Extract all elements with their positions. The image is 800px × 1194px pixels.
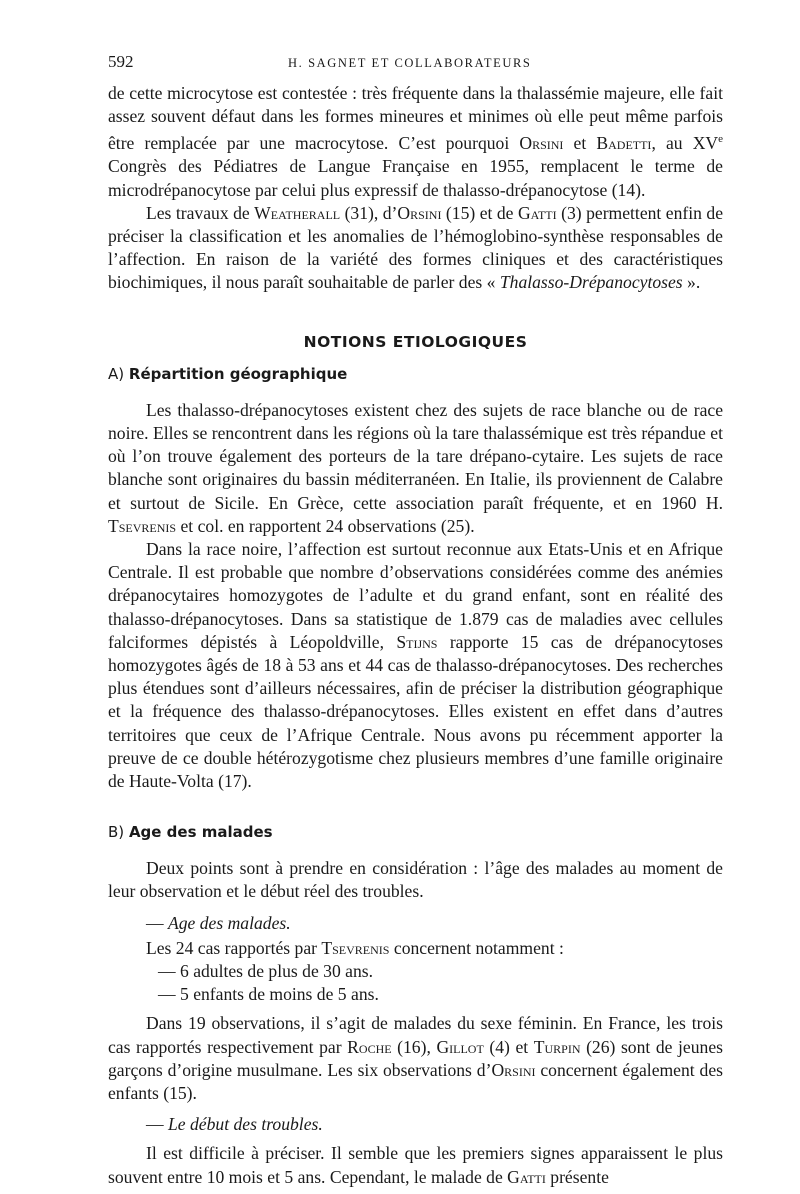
author-name: Tsevrenis — [108, 515, 177, 536]
paragraph-travaux: Les travaux de Weatherall (31), d’Orsini (15) et de Gatti (3) permettent enfin de préciser la classification et les anomalies de l’hémoglobino-synthèse responsables de l’affection. En raison de la variété des formes cliniques et des caractéristiques biochimiques, il nous paraît souhaitable de parler des « Thalasso-Drépanocytoses ». — [108, 202, 723, 293]
author-name: Gillot — [436, 1036, 484, 1057]
section-heading: NOTIONS ETIOLOGIQUES — [303, 332, 528, 351]
paragraph-intro: de cette microcytose est contestée : très fréquente dans la thalassémie majeure, elle fait assez souvent défaut dans les formes mineures et minimes où elle peut même parfois être remplacée par une macrocytose. C’est pourquoi Orsini et Badetti, au XVe Congrès des Pédiatres de Langue Française en 1955, remplacent le terme de microdrépanocytose par celui plus expressif de thalasso-drépanocytose (14). — [108, 83, 723, 200]
paragraph-difficile: Il est difficile à préciser. Il semble que les premiers signes apparaissent le plus souvent entre 10 mois et 5 ans. Cependant, le malade de Gatti présente — [108, 1143, 723, 1187]
list-item: — 6 adultes de plus de 30 ans. — [158, 960, 373, 981]
running-header — [108, 52, 723, 82]
author-name: Stijns — [396, 631, 438, 652]
author-name: Gatti — [507, 1166, 546, 1187]
item-age-des-malades: — Age des malades. — [146, 912, 291, 933]
author-name: Gatti — [517, 202, 557, 223]
page-number: 592 — [108, 52, 134, 71]
author-name: Badetti — [596, 133, 652, 154]
subsection-heading-a: A) Répartition géographique — [108, 364, 348, 383]
author-name: Tsevrenis — [321, 937, 390, 958]
running-title: H. SAGNET ET COLLABORATEURS — [288, 56, 532, 70]
paragraph-19-observations: Dans 19 observations, il s’agit de malades du sexe féminin. En France, les trois cas rapportés respectivement par Roche (16), Gillot (4) et Turpin (26) sont de jeunes garçons d’origine musulmane. Les six observations d’Orsini concernent également des enfants (15). — [108, 1013, 723, 1103]
author-name: Weatherall — [254, 202, 341, 223]
document-page — [108, 52, 723, 1189]
author-name: Turpin — [533, 1036, 581, 1057]
paragraph-24-cas: Les 24 cas rapportés par Tsevrenis concernent notamment : — [146, 937, 564, 958]
paragraph-race-noire: Dans la race noire, l’affection est surtout reconnue aux Etats-Unis et en Afrique Centrale. Il est probable que nombre d’observations considérées comme des anémies drépanocytaires homozygotes de l’adulte et du grand enfant, sont en réalité des thalasso-drépanocytoses. Dans sa statistique de 1.879 cas de maladies avec cellules falciformes dépistés à Léopoldville, Stijns rapporte 15 cas de drépanocytoses homozygotes âgés de 18 à 53 ans et 44 cas de thalasso-drépanocytoses. Des recherches plus étendues sont d’ailleurs nécessaires, afin de préciser la distribution géographique et la fréquence des thalasso-drépanocytoses. Elles existent en effet dans d’autres territoires que ceux de l’Afrique Centrale. Nous avons pu récemment apporter la preuve de ce double hétérozygotisme chez plusieurs membres d’une famille originaire de Haute-Volta (17). — [108, 538, 723, 791]
paragraph-deux-points: Deux points sont à prendre en considération : l’âge des malades au moment de leur observation et le début réel des troubles. — [108, 858, 723, 902]
list-item: — 5 enfants de moins de 5 ans. — [158, 984, 379, 1005]
paragraph-repartition: Les thalasso-drépanocytoses existent chez des sujets de race blanche ou de race noire. Elles se rencontrent dans les régions où la tare thalassémique est très répandue et où l’on trouve également des porteurs de la tare drépano-cytaire. Les sujets de race blanche sont originaires du bassin méditerranéen. En Italie, ils proviennent de Calabre et surtout de Sicile. En Grèce, cette association paraît fréquente, et en 1960 H. Tsevrenis et col. en rapportent 24 observations (25). — [108, 399, 723, 536]
author-name: Orsini — [397, 202, 442, 223]
subsection-heading-b: B) Age des malades — [108, 823, 273, 842]
author-name: Orsini — [491, 1059, 536, 1080]
author-name: Roche — [347, 1036, 392, 1057]
item-debut-des-troubles: — Le début des troubles. — [146, 1114, 323, 1135]
author-name: Orsini — [519, 133, 564, 154]
